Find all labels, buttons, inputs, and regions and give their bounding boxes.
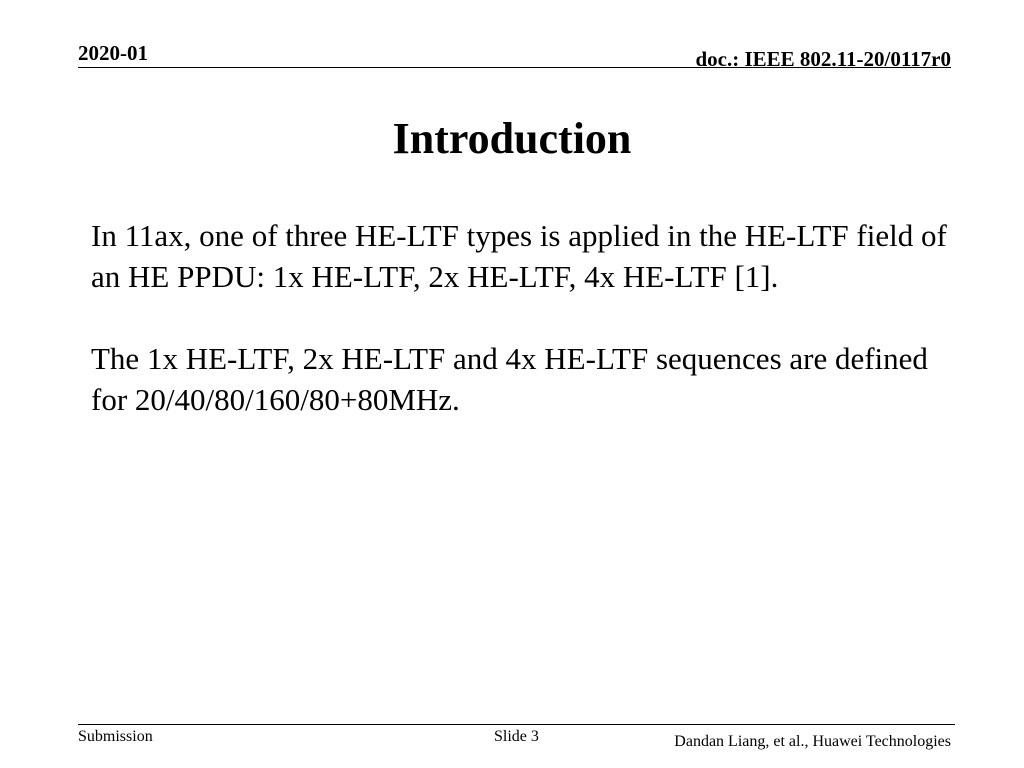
slide-body	[91, 215, 961, 420]
body-paragraph-2: The 1x HE-LTF, 2x HE-LTF and 4x HE-LTF sequences are defined for 20/40/80/160/80+80MHz.	[91, 341, 928, 417]
footer-submission: Submission	[78, 728, 153, 745]
footer-authors: Dandan Liang, et al., Huawei Technologies	[674, 733, 951, 750]
header-divider	[78, 67, 951, 68]
footer-divider	[78, 724, 955, 725]
slide-title: Introduction	[392, 114, 632, 163]
footer-slide-number: Slide 3	[494, 728, 539, 745]
body-paragraph-1: In 11ax, one of three HE-LTF types is applied in the HE-LTF field of an HE PPDU: 1x HE-LTF, 2x HE-LTF, 4x HE-LTF [1].	[91, 218, 947, 294]
header-date: 2020-01	[78, 41, 148, 65]
header-doc-id: doc.: IEEE 802.11-20/0117r0	[695, 47, 951, 71]
